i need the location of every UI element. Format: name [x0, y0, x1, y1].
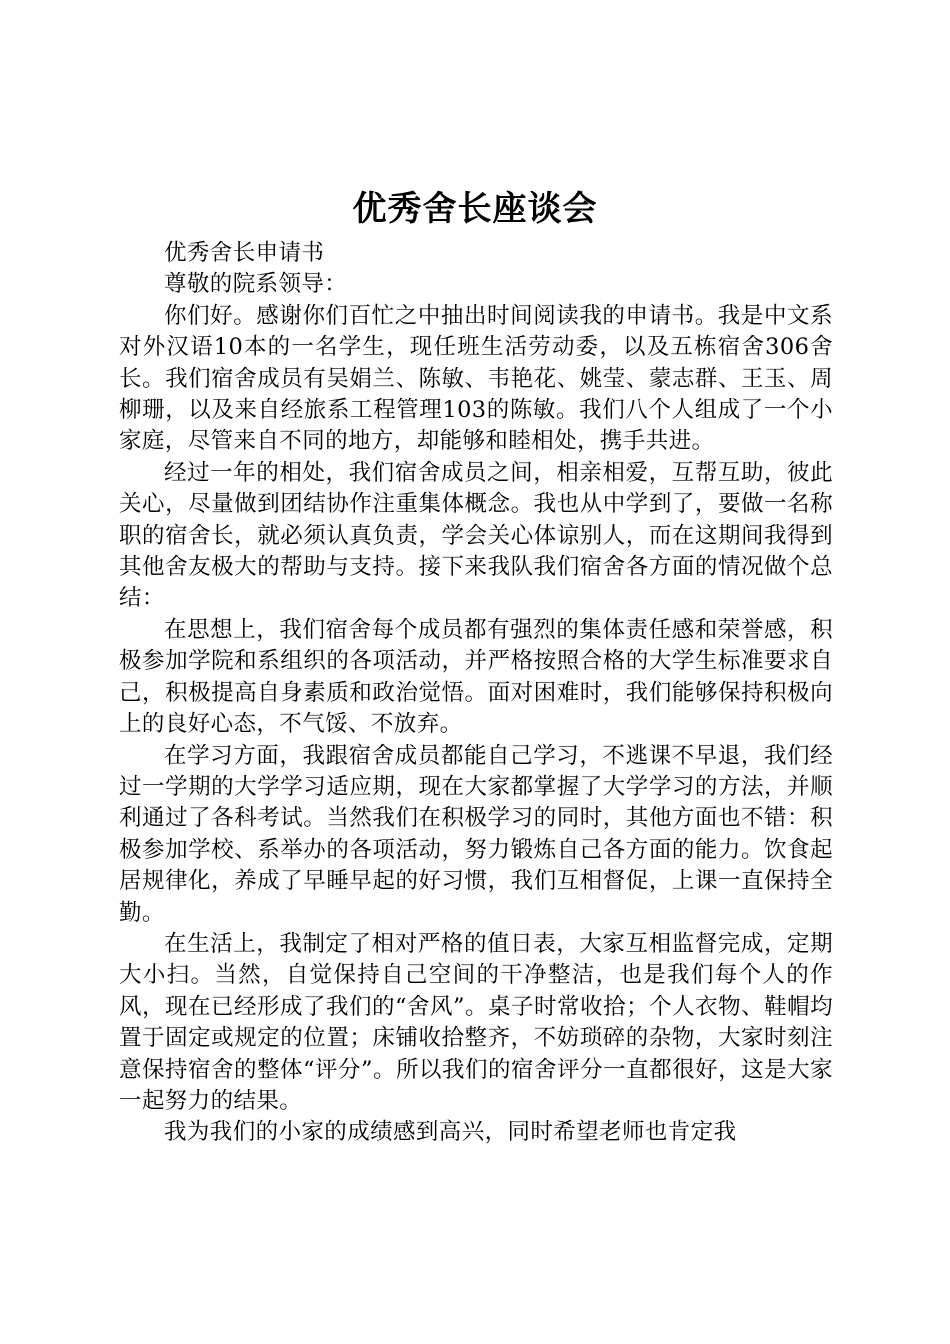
- document-body: [119, 238, 833, 1149]
- paragraph-introduction: 你们好。感谢你们百忙之中抽出时间阅读我的申请书。我是中文系对外汉语10本的一名学生，现任班生活劳动委，以及五栋宿舍306舍长。我们宿舍成员有吴娟兰、陈敏、韦艳花、姚莹、蒙志群、王玉、周柳珊，以及来自经旅系工程管理103的陈敏。我们八个人组成了一个小家庭，尽管来自不同的地方，却能够和睦相处，携手共进。: [119, 302, 833, 455]
- paragraph-life: 在生活上，我制定了相对严格的值日表，大家互相监督完成，定期大小扫。当然，自觉保持自己空间的干净整洁，也是我们每个人的作风，现在已经形成了我们的“舍风”。桌子时常收拾；个人衣物、鞋帽均置于固定或规定的位置；床铺收拾整齐，不妨琐碎的杂物，大家时刻注意保持宿舍的整体“评分”。所以我们的宿舍评分一直都很好，这是大家一起努力的结果。: [119, 930, 833, 1114]
- paragraph-salutation: 尊敬的院系领导：: [164, 271, 348, 298]
- paragraph-closing: 我为我们的小家的成绩感到高兴，同时希望老师也肯定我: [164, 1119, 737, 1146]
- paragraph-subtitle: 优秀舍长申请书: [164, 240, 325, 266]
- document-title: 优秀舍长座谈会: [352, 189, 598, 229]
- paragraph-dorm-relations: 经过一年的相处，我们宿舍成员之间，相亲相爱，互帮互助，彼此关心，尽量做到团结协作注重集体概念。我也从中学到了，要做一名称职的宿舍长，就必须认真负责，学会关心体谅别人，而在这期间我得到其他舍友极大的帮助与支持。接下来我队我们宿舍各方面的情况做个总结：: [119, 459, 833, 612]
- paragraph-study: 在学习方面，我跟宿舍成员都能自己学习，不逃课不早退，我们经过一学期的大学学习适应期，现在大家都掌握了大学学习的方法，并顺利通过了各科考试。当然我们在积极学习的同时，其他方面也不错：积极参加学校、系举办的各项活动，努力锻炼自己各方面的能力。饮食起居规律化，养成了早睡早起的好习惯，我们互相督促，上课一直保持全勤。: [119, 742, 833, 926]
- paragraph-ideology: 在思想上，我们宿舍每个成员都有强烈的集体责任感和荣誉感，积极参加学院和系组织的各项活动，并严格按照合格的大学生标准要求自己，积极提高自身素质和政治觉悟。面对困难时，我们能够保持积极向上的良好心态，不气馁、不放弃。: [119, 616, 833, 738]
